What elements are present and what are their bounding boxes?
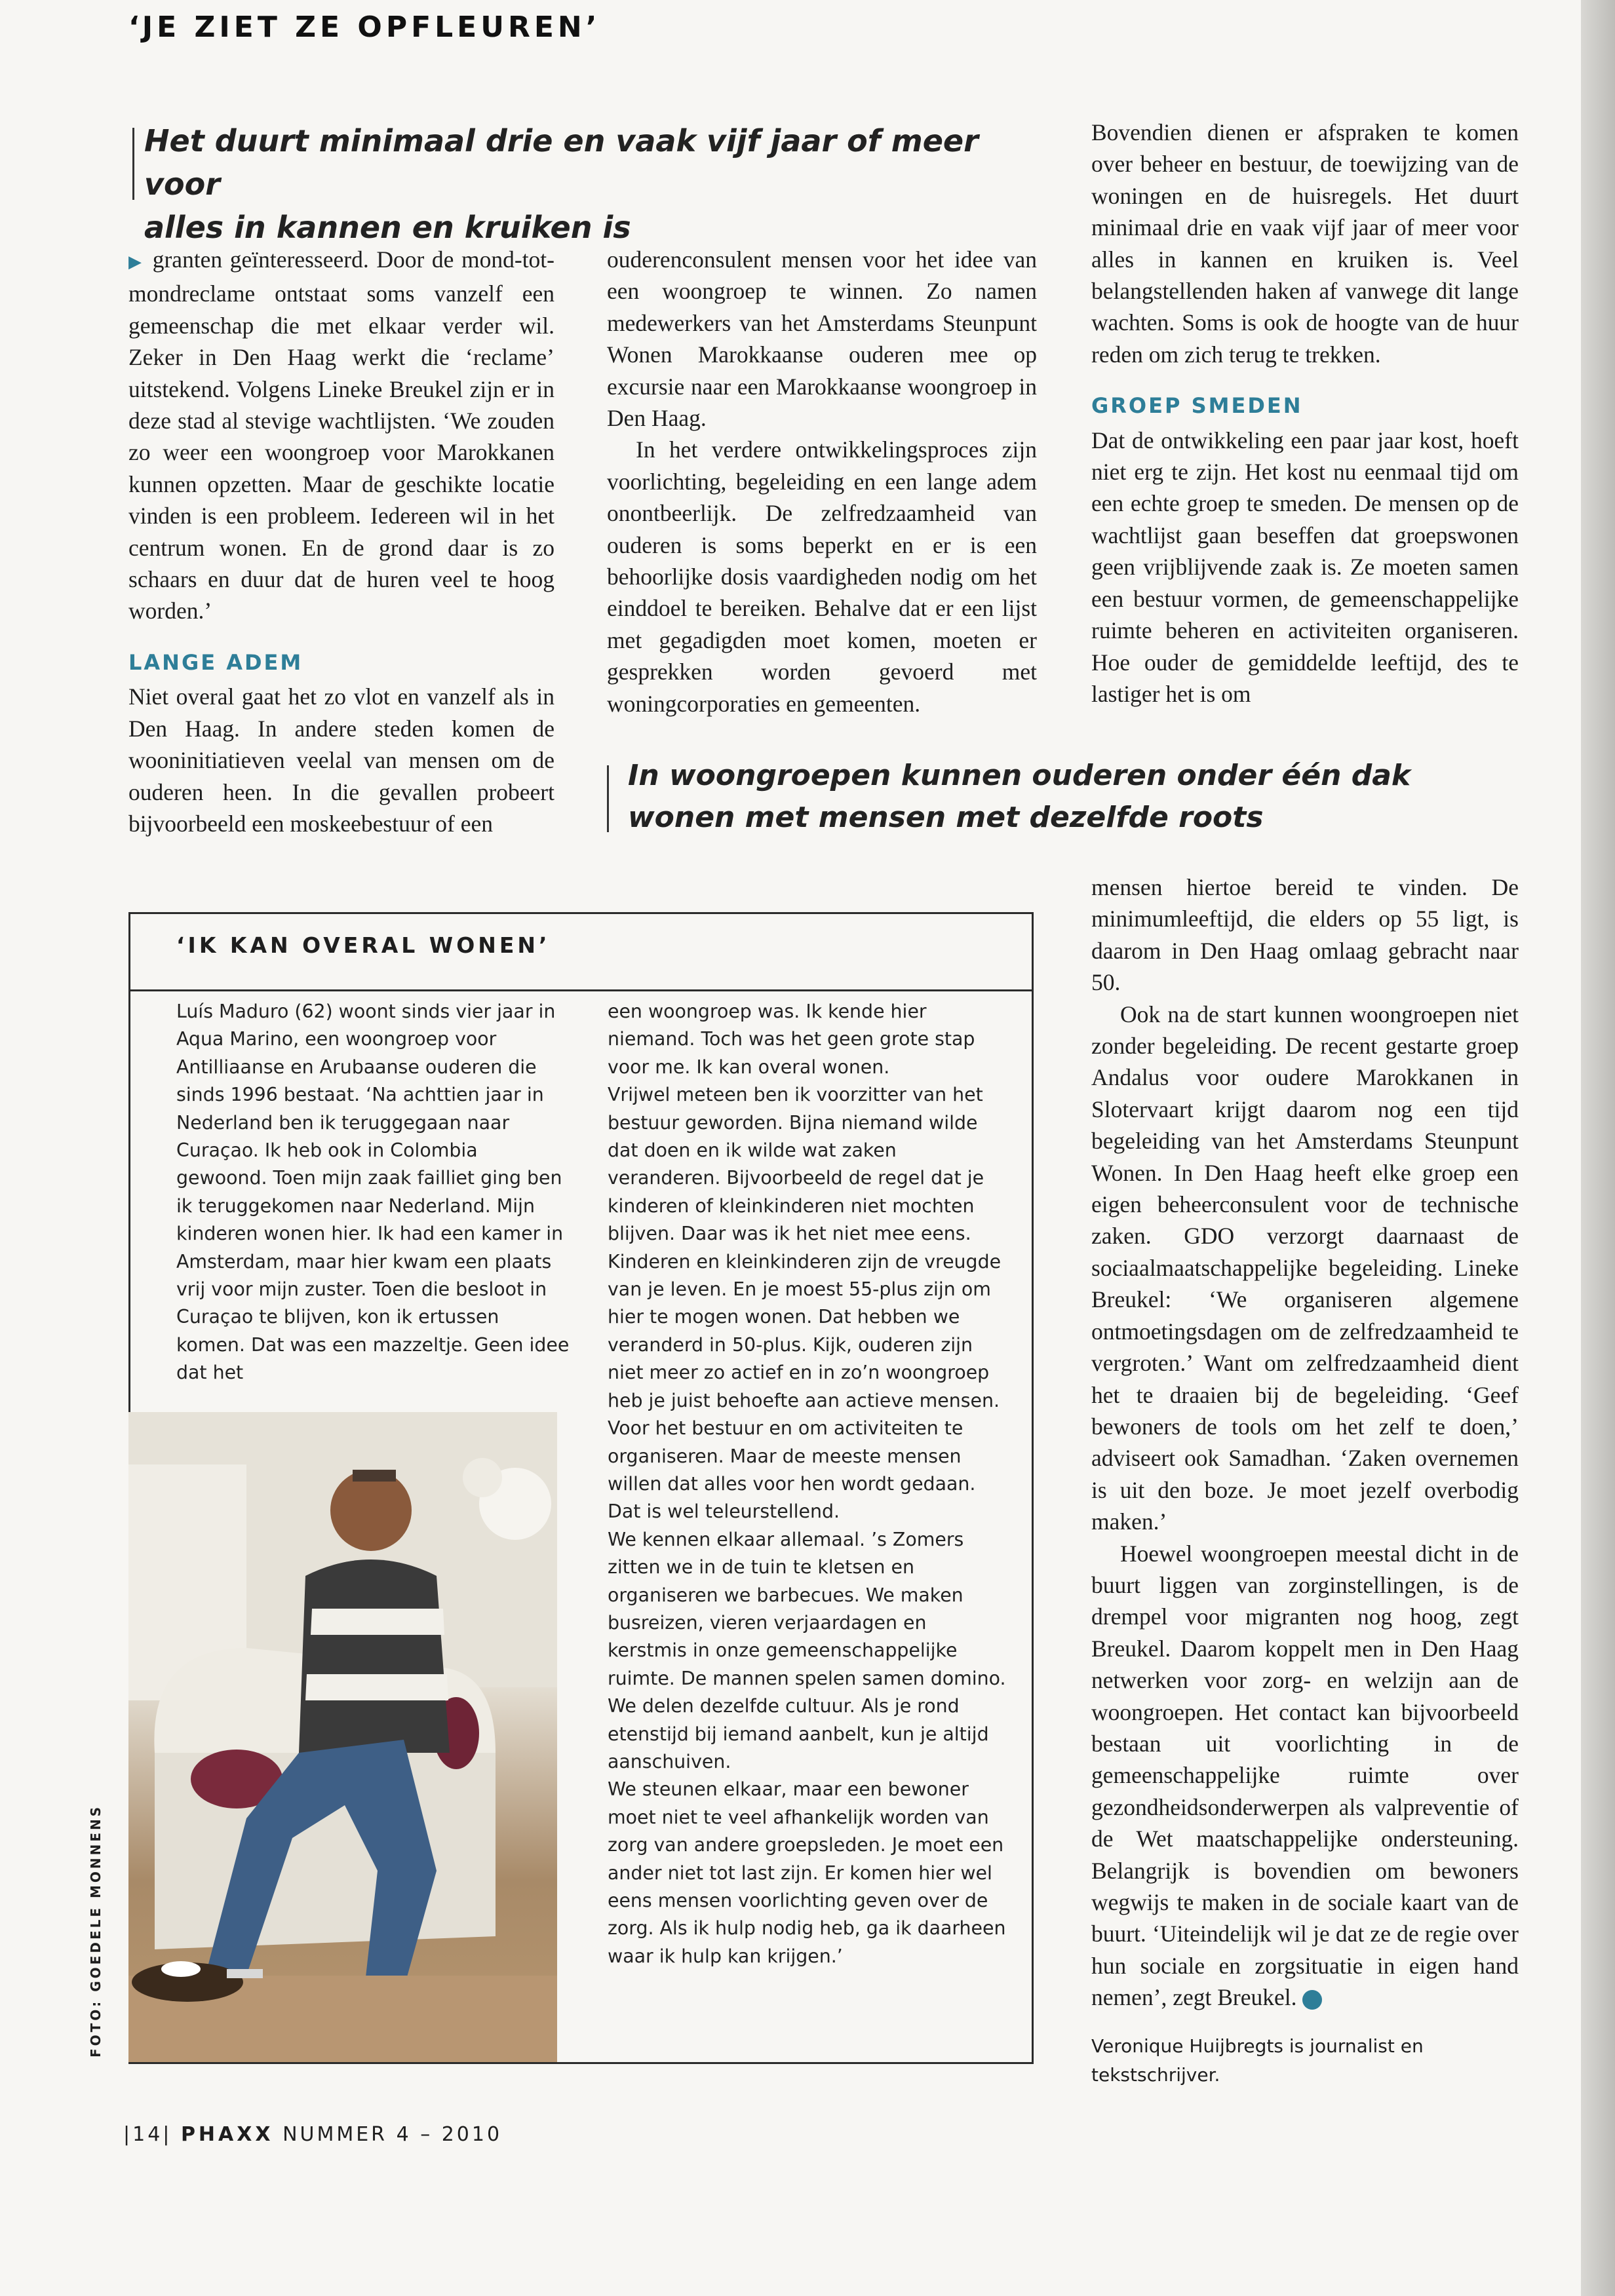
column-3-top xyxy=(1091,117,1519,710)
author-note: Veronique Huijbregts is journalist en tekstschrijver. xyxy=(1091,2035,1424,2086)
column-1 xyxy=(128,244,555,839)
box-right-paragraph-2: Vrijwel meteen ben ik voorzitter van het bestuur geworden. Bijna niemand wilde dat doen en ik wilde wat zaken veranderen. Bijvoorbeeld de regel dat je kinderen of kleinkinderen niet mochten blijven. Daar was ik het niet mee eens. Kinderen en kleinkinderen zijn de vreugde van je leven. En je moest 55-plus zijn om hier te mogen wonen. Dat hebben we veranderd in 50-plus. Kijk, ouderen zijn niet meer zo actief en in zo’n woongroep heb je juist behoefte aan actieve mensen. Voor het bestuur en om activiteiten te organiseren. Maar de meeste mensen willen dat alles voor hen wordt gedaan. Dat is wel teleurstellend. xyxy=(608,1084,1002,1523)
portrait-illustration xyxy=(128,1412,557,2062)
box-right-paragraph-1: een woongroep was. Ik kende hier niemand. Toch was het geen grote stap voor me. Ik kan overal wonen. xyxy=(608,1001,975,1078)
box-divider xyxy=(130,989,1032,991)
page-number: |14| xyxy=(123,2123,172,2146)
col3b-paragraph-2: Ook na de start kunnen woongroepen niet zonder begeleiding. De recent gestarte groep Andalus voor oudere Marokkanen in Slotervaart krijgt daarom nog een tijd begeleiding van het Amsterdams Steunpunt Wonen. In Den Haag heeft elke groep een eigen beheerconsulent voor de technische zaken. GDO verzorgt daarnaast de sociaalmaatschappelijke begeleiding. Lineke Breukel: ‘We organiseren algemene ontmoetingsdagen om de zelfredzaamheid te vergroten.’ Want om zelfredzaamheid dient het te draaien bij de begeleiding. ‘Geef bewoners de tools om het zelf te doen,’ adviseert ook Samadhan. ‘Zaken overnemen is uit den boze. Je moet jezelf overbodig maken.’ xyxy=(1091,1001,1519,1535)
photo-credit: FOTO: GOEDELE MONNENS xyxy=(88,1804,104,2057)
box-right-paragraph-3: We kennen elkaar allemaal. ’s Zomers zitten we in de tuin te kletsen en organiseren we barbecues. We maken busreizen, vieren verjaardagen en kerstmis in onze gemeenschappelijke ruimte. De mannen spelen samen domino. We delen dezelfde cultuur. Als je rond etenstijd bij iemand aanbelt, kun je altijd aanschuiven. xyxy=(608,1528,1006,1772)
pull-quote-top-line2: alles in kannen en kruiken is xyxy=(144,210,631,245)
column-3-bottom xyxy=(1091,871,1519,2090)
pull-quote-middle-line2: wonen met mensen met dezelfde roots xyxy=(628,801,1264,834)
pull-quote-bar xyxy=(607,765,609,832)
end-mark-icon xyxy=(1302,1990,1322,2010)
pull-quote-top-line1: Het duurt minimaal drie en vaak vijf jaar of meer voor xyxy=(144,123,979,202)
box-title: ‘IK KAN OVERAL WONEN’ xyxy=(176,932,551,958)
col3b-paragraph-3: Hoewel woongroepen meestal dicht in de buurt liggen van zorginstellingen, is de drempel voor migranten nog hoog, zegt Breukel. Daarom koppelt men in Den Haag netwerken voor zorg- en welzijn aan de woongroepen. Het contact kan bijvoorbeeld bestaan uit voorlichting in de gemeenschappelijke ruimte over gezondheidsonderwerpen als valpreventie of de Wet maatschappelijke ondersteuning. Belangrijk is bovendien om bewoners wegwijs te maken in de sociale kaart van de buurt. ‘Uiteindelijk wil je dat ze de regie over hun sociale en zorgsituatie in eigen hand nemen’, zegt Breukel. xyxy=(1091,1540,1519,2011)
col2-paragraph-1: ouderenconsulent mensen voor het idee van een woongroep te winnen. Zo namen medewerkers van het Amsterdams Steunpunt Wonen Marokkaanse ouderen mee op excursie naar een Marokkaanse woongroep in Den Haag. xyxy=(607,246,1037,432)
col3-paragraph-2: Dat de ontwikkeling een paar jaar kost, hoeft niet erg te zijn. Het kost nu eenmaal tijd om een echte groep te smeden. De mensen op de wachtlijst gaan beseffen dat groepswonen geen vrijblijvende zaak is. Ze moeten samen een bestuur vormen, de gemeenschappelijke ruimte beheren en activiteiten organiseren. Hoe ouder de gemiddelde leeftijd, des te lastiger het is om xyxy=(1091,427,1519,707)
box-right-paragraph-4: We steunen elkaar, maar een bewoner moet niet te veel afhankelijk worden van zorg van andere groepsleden. Je moet een ander niet tot last zijn. Er komen hier wel eens mensen voorlichting geven over de zorg. Als ik hulp nodig heb, ga ik daarheen waar ik hulp kan krijgen.’ xyxy=(608,1778,1006,1967)
section-heading-lange-adem: LANGE ADEM xyxy=(128,649,303,675)
triangle-bullet-icon: ▶ xyxy=(128,252,144,271)
pull-quote-bar xyxy=(132,128,134,200)
running-head: ‘JE ZIET ZE OPFLEUREN’ xyxy=(128,10,601,44)
pull-quote-middle xyxy=(628,755,1532,839)
col2-paragraph-2: In het verdere ontwikkelingsproces zijn voorlichting, begeleiding en een lange adem onontbeerlijk. De zelfredzaamheid van ouderen is soms beperkt en er is een behoorlijke dosis vaardigheden nodig om het einddoel te bereiken. Behalve dat er een lijst met gegadigden moet komen, moeten er gesprekken worden gevoerd met woningcorporaties en gemeenten. xyxy=(607,436,1037,717)
magazine-name: PHAXX xyxy=(180,2123,274,2146)
col3-paragraph-1: Bovendien dienen er afspraken te komen over beheer en bestuur, de toewijzing van de woningen en de huisregels. Het duurt minimaal drie en vaak vijf jaar of meer voor alles in kannen en kruiken is. Veel belangstellenden haken af vanwege dit lange wachten. Soms is ook de hoogte van de huur reden om zich terug te trekken. xyxy=(1091,119,1519,368)
col1-paragraph-2: Niet overal gaat het zo vlot en vanzelf als in Den Haag. In andere steden komen de wooninitiatieven veelal van mensen om de ouderen heen. In die gevallen probeert bijvoorbeeld een moskeebestuur of een xyxy=(128,683,555,837)
page-edge xyxy=(1581,0,1615,2296)
issue-info: NUMMER 4 – 2010 xyxy=(282,2123,503,2146)
pull-quote-middle-line1: In woongroepen kunnen ouderen onder één dak xyxy=(628,759,1411,792)
box-left-column xyxy=(176,998,570,1387)
section-heading-groep-smeden: GROEP SMEDEN xyxy=(1091,393,1303,419)
portrait-photo xyxy=(128,1412,557,2062)
pull-quote-top xyxy=(144,119,996,249)
page-footer xyxy=(123,2123,502,2146)
col3b-paragraph-1: mensen hiertoe bereid te vinden. De minimumleeftijd, die elders op 55 ligt, is daarom in Den Haag omlaag gebracht naar 50. xyxy=(1091,874,1519,996)
column-2 xyxy=(607,244,1037,719)
box-right-column xyxy=(608,998,1011,1970)
col1-paragraph-1: ▶ granten geïnteresseerd. Door de mond-tot-mondreclame ontstaat soms vanzelf een gemeenschap die met elkaar verder wil. Zeker in Den Haag werkt die ‘reclame’ uitstekend. Volgens Lineke Breukel zijn er in deze stad al stevige wachtlijsten. ‘We zouden zo weer een woongroep voor Marokkanen kunnen opzetten. Maar de geschikte locatie vinden is een probleem. Iedereen wil in het centrum wonen. En de grond daar is zo schaars en duur dat de huren veel te hoog worden.’ xyxy=(128,246,555,624)
box-left-text: Luís Maduro (62) woont sinds vier jaar in Aqua Marino, een woongroep voor Antilliaanse en Arubaanse ouderen die sinds 1996 bestaat. ‘Na achttien jaar in Nederland ben ik teruggegaan naar Curaçao. Ik heb ook in Colombia gewoond. Toen mijn zaak failliet ging ben ik teruggekomen naar Nederland. Mijn kinderen wonen hier. Ik had een kamer in Amsterdam, maar hier kwam een plaats vrij voor mijn zuster. Toen die besloot in Curaçao te blijven, kon ik ertussen komen. Dat was een mazzeltje. Geen idee dat het xyxy=(176,1001,570,1384)
